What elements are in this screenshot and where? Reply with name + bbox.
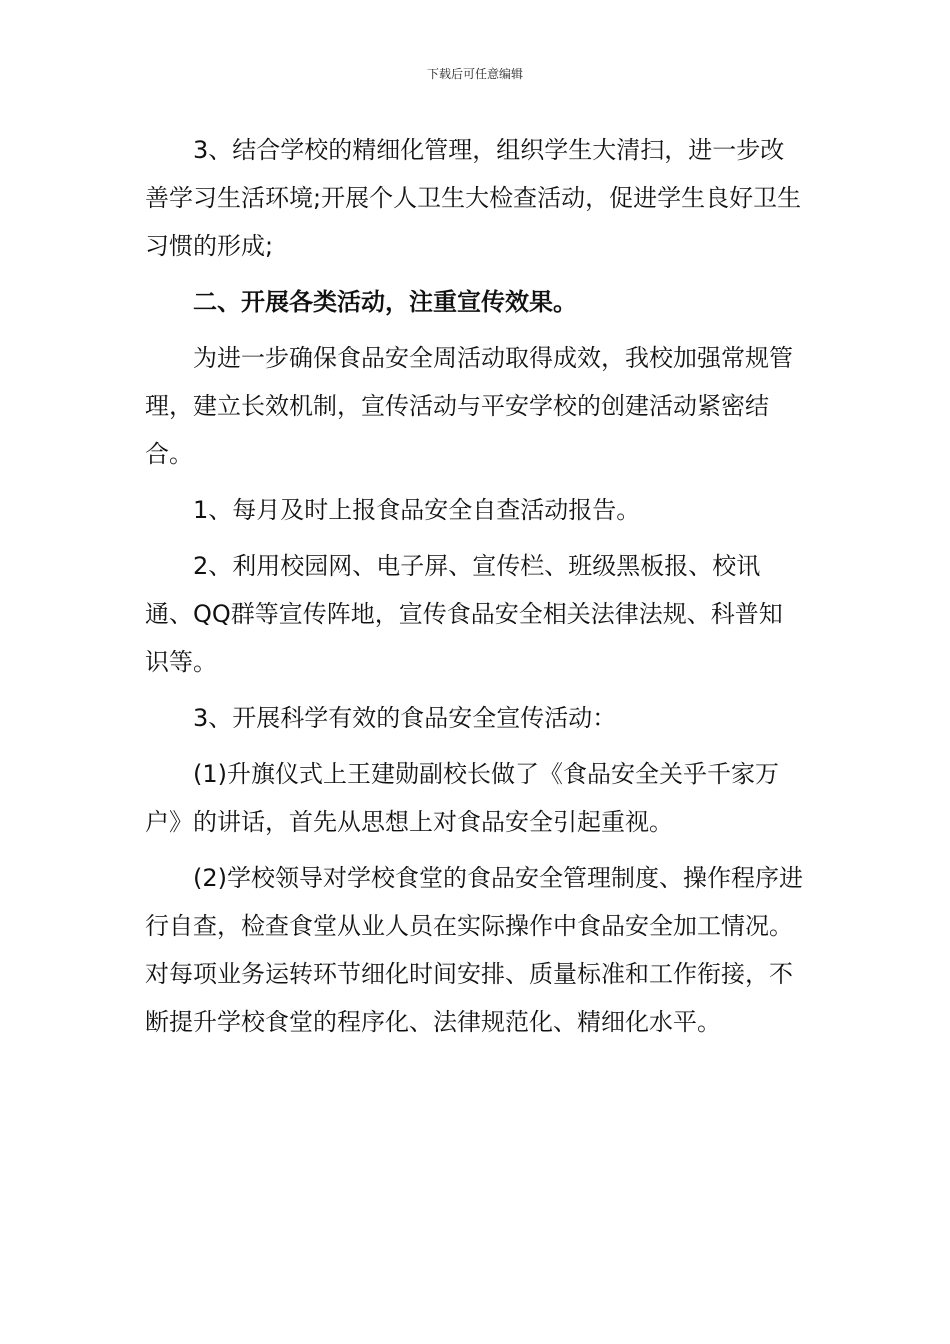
paragraph-item-1-report: 1、每月及时上报食品安全自查活动报告。 (193, 496, 641, 524)
document-body (145, 126, 805, 1054)
paragraph-subitem-2-canteen: (2)学校领导对学校食堂的食品安全管理制度、操作程序进行自查，检查食堂从业人员在实际操作中食品安全加工情况。对每项业务运转环节细化时间安排、质量标准和工作衔接，不断提升学校食堂的程序化、法律规范化、精细化水平。 (145, 864, 803, 1036)
paragraph-item-3-activities: 3、开展科学有效的食品安全宣传活动： (193, 704, 617, 732)
paragraph-item-2-publicity: 2、利用校园网、电子屏、宣传栏、班级黑板报、校讯通、QQ群等宣传阵地，宣传食品安全相关法律法规、科普知识等。 (145, 552, 783, 676)
page-header: 下载后可任意编辑 (426, 67, 523, 81)
paragraph-item-3-cleanup: 3、结合学校的精细化管理，组织学生大清扫，进一步改善学习生活环境;开展个人卫生大检查活动，促进学生良好卫生习惯的形成; (145, 136, 802, 260)
paragraph-subitem-1-speech: (1)升旗仪式上王建勋副校长做了《食品安全关乎千家万户》的讲话，首先从思想上对食品安全引起重视。 (145, 760, 779, 836)
paragraph-intro: 为进一步确保食品安全周活动取得成效，我校加强常规管理，建立长效机制，宣传活动与平安学校的创建活动紧密结合。 (145, 344, 793, 468)
section-heading-2: 二、开展各类活动，注重宣传效果。 (193, 288, 577, 316)
